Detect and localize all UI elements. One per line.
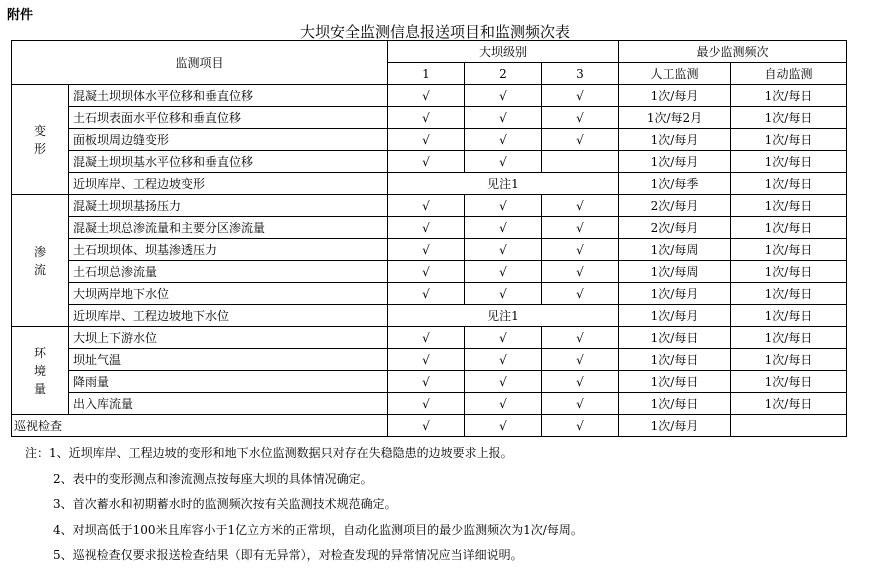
check-cell: √ <box>388 283 465 305</box>
item-cell: 土石坝坝体、坝基渗透压力 <box>69 239 388 261</box>
check-cell: √ <box>465 415 542 437</box>
table-row <box>12 261 847 283</box>
check-cell: √ <box>465 85 542 107</box>
check-cell: √ <box>388 239 465 261</box>
header-item: 监测项目 <box>12 41 388 85</box>
category-char: 境 <box>33 363 46 378</box>
check-cell: √ <box>465 371 542 393</box>
auto-freq-cell: 1次/每日 <box>731 195 847 217</box>
auto-freq-cell: 1次/每日 <box>731 261 847 283</box>
check-cell: √ <box>465 393 542 415</box>
item-cell: 大坝上下游水位 <box>69 327 388 349</box>
header-grade-3: 3 <box>542 63 619 85</box>
check-cell: √ <box>465 283 542 305</box>
check-cell: √ <box>465 217 542 239</box>
category-char: 变 <box>33 123 46 138</box>
header-manual: 人工监测 <box>619 63 731 85</box>
check-cell: √ <box>388 151 465 173</box>
table-row <box>12 283 847 305</box>
table-row <box>12 371 847 393</box>
check-cell: √ <box>465 239 542 261</box>
header-grade-2: 2 <box>465 63 542 85</box>
header-dam-grade: 大坝级别 <box>388 41 619 63</box>
category-deformation <box>12 85 69 195</box>
check-cell: √ <box>542 239 619 261</box>
table-row <box>12 393 847 415</box>
note-ref-cell: 见注1 <box>388 173 619 195</box>
auto-freq-cell: 1次/每日 <box>731 217 847 239</box>
note-item: 4、对坝高低于100米且库容小于1亿立方米的正常坝，自动化监测项目的最少监测频次为1次/每周。 <box>53 522 583 537</box>
manual-freq-cell: 1次/每周 <box>619 239 731 261</box>
check-cell: √ <box>542 261 619 283</box>
page-title: 大坝安全监测信息报送项目和监测频次表 <box>299 23 570 41</box>
manual-freq-cell: 1次/每季 <box>619 173 731 195</box>
category-char: 环 <box>33 345 46 360</box>
note-item: 3、首次蓄水和初期蓄水时的监测频次按有关监测技术规范确定。 <box>53 497 397 511</box>
category-seepage <box>12 195 69 327</box>
item-cell: 面板坝周边缝变形 <box>69 129 388 151</box>
auto-freq-cell: 1次/每日 <box>731 349 847 371</box>
check-cell: √ <box>388 107 465 129</box>
header-auto: 自动监测 <box>731 63 847 85</box>
auto-freq-cell: 1次/每日 <box>731 239 847 261</box>
manual-freq-cell: 1次/每日 <box>619 327 731 349</box>
note-item: 注：1、近坝库岸、工程边坡的变形和地下水位监测数据只对存在失稳隐患的边坡要求上报。 <box>25 446 513 460</box>
category-char: 渗 <box>33 244 46 259</box>
table-row <box>12 85 847 107</box>
table-row <box>12 349 847 371</box>
check-cell: √ <box>542 283 619 305</box>
table-row <box>12 415 847 437</box>
item-cell: 坝址气温 <box>69 349 388 371</box>
header-grade-1: 1 <box>388 63 465 85</box>
manual-freq-cell: 1次/每月 <box>619 415 731 437</box>
table-row <box>12 107 847 129</box>
patrol-item-cell: 巡视检查 <box>12 415 388 437</box>
auto-freq-cell: 1次/每日 <box>731 173 847 195</box>
category-char: 形 <box>33 141 46 156</box>
table-row <box>12 327 847 349</box>
item-cell: 大坝两岸地下水位 <box>69 283 388 305</box>
auto-freq-cell <box>731 415 847 437</box>
manual-freq-cell: 1次/每日 <box>619 393 731 415</box>
check-cell: √ <box>465 349 542 371</box>
manual-freq-cell: 1次/每日 <box>619 371 731 393</box>
auto-freq-cell: 1次/每日 <box>731 327 847 349</box>
manual-freq-cell: 1次/每日 <box>619 349 731 371</box>
header-min-frequency: 最少监测频次 <box>619 41 847 63</box>
table-row <box>12 217 847 239</box>
table-row <box>12 173 847 195</box>
check-cell: √ <box>542 129 619 151</box>
item-cell: 混凝土坝坝体水平位移和垂直位移 <box>69 85 388 107</box>
check-cell: √ <box>465 261 542 283</box>
check-cell: √ <box>542 371 619 393</box>
item-cell: 混凝土坝总渗流量和主要分区渗流量 <box>69 217 388 239</box>
category-environment <box>12 327 69 415</box>
manual-freq-cell: 2次/每月 <box>619 217 731 239</box>
check-cell: √ <box>388 393 465 415</box>
table-row <box>12 305 847 327</box>
check-cell: √ <box>465 151 542 173</box>
item-cell: 混凝土坝坝基扬压力 <box>69 195 388 217</box>
category-char: 流 <box>33 262 46 277</box>
check-cell: √ <box>542 85 619 107</box>
table-row <box>12 129 847 151</box>
manual-freq-cell: 2次/每月 <box>619 195 731 217</box>
item-cell: 土石坝表面水平位移和垂直位移 <box>69 107 388 129</box>
check-cell: √ <box>465 195 542 217</box>
table-row <box>12 195 847 217</box>
notes-section <box>25 441 583 569</box>
auto-freq-cell: 1次/每日 <box>731 305 847 327</box>
manual-freq-cell: 1次/每月 <box>619 85 731 107</box>
auto-freq-cell: 1次/每日 <box>731 85 847 107</box>
check-cell: √ <box>542 107 619 129</box>
auto-freq-cell: 1次/每日 <box>731 393 847 415</box>
check-cell: √ <box>388 85 465 107</box>
table-row <box>12 239 847 261</box>
check-cell: √ <box>542 217 619 239</box>
manual-freq-cell: 1次/每月 <box>619 283 731 305</box>
check-cell: √ <box>465 327 542 349</box>
manual-freq-cell: 1次/每月 <box>619 151 731 173</box>
auto-freq-cell: 1次/每日 <box>731 283 847 305</box>
manual-freq-cell: 1次/每月 <box>619 305 731 327</box>
item-cell: 混凝土坝坝基水平位移和垂直位移 <box>69 151 388 173</box>
note-ref-cell: 见注1 <box>388 305 619 327</box>
category-char: 量 <box>33 381 46 396</box>
auto-freq-cell: 1次/每日 <box>731 371 847 393</box>
check-cell: √ <box>465 129 542 151</box>
check-cell: √ <box>542 195 619 217</box>
check-cell: √ <box>542 393 619 415</box>
header-row-1 <box>12 41 847 63</box>
check-cell: √ <box>465 107 542 129</box>
manual-freq-cell: 1次/每周 <box>619 261 731 283</box>
item-cell: 近坝库岸、工程边坡地下水位 <box>69 305 388 327</box>
item-cell: 降雨量 <box>69 371 388 393</box>
manual-freq-cell: 1次/每月 <box>619 129 731 151</box>
check-cell: √ <box>388 261 465 283</box>
check-cell: √ <box>388 415 465 437</box>
check-cell: √ <box>542 349 619 371</box>
note-item: 5、巡视检查仅要求报送检查结果（即有无异常），对检查发现的异常情况应当详细说明。 <box>53 548 523 562</box>
item-cell: 近坝库岸、工程边坡变形 <box>69 173 388 195</box>
item-cell: 土石坝总渗流量 <box>69 261 388 283</box>
check-cell: √ <box>388 217 465 239</box>
check-cell: √ <box>388 349 465 371</box>
check-cell <box>542 151 619 173</box>
attachment-label: 附件 <box>7 8 34 23</box>
note-item: 2、表中的变形测点和渗流测点按每座大坝的具体情况确定。 <box>53 471 373 486</box>
auto-freq-cell: 1次/每日 <box>731 107 847 129</box>
auto-freq-cell: 1次/每日 <box>731 129 847 151</box>
check-cell: √ <box>542 415 619 437</box>
check-cell: √ <box>388 327 465 349</box>
check-cell: √ <box>388 195 465 217</box>
monitoring-table <box>11 40 847 437</box>
item-cell: 出入库流量 <box>69 393 388 415</box>
manual-freq-cell: 1次/每2月 <box>619 107 731 129</box>
check-cell: √ <box>388 129 465 151</box>
check-cell: √ <box>542 327 619 349</box>
table-row <box>12 151 847 173</box>
auto-freq-cell: 1次/每日 <box>731 151 847 173</box>
check-cell: √ <box>388 371 465 393</box>
